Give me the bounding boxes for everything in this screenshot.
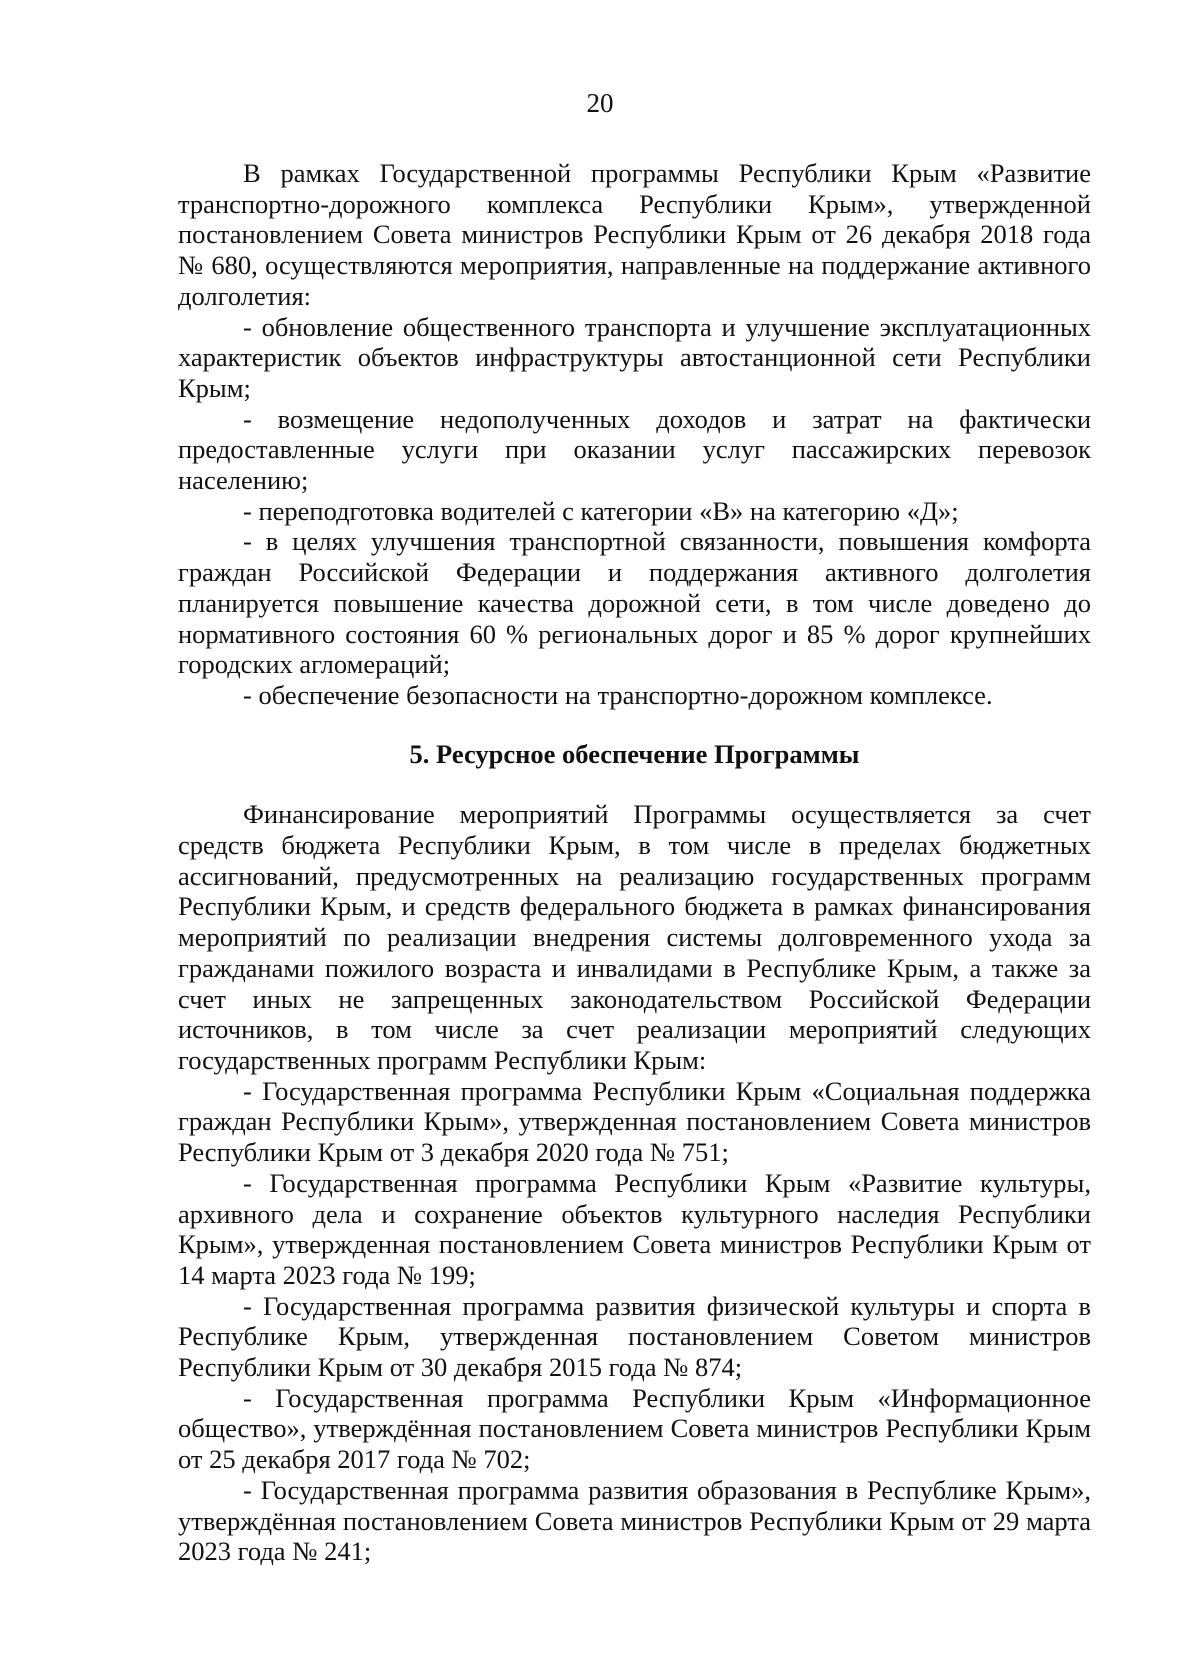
program-item-3: - Государственная программа развития физической культуры и спорта в Республике Крым, утвержденная постановлением Советом министров Республики Крым от 30 декабря 2015 года № 874; [178,1290,1091,1383]
program-item-1: - Государственная программа Республики Крым «Социальная поддержка граждан Республики Крым», утвержденная постановлением Совета министров Республики Крым от 3 декабря 2020 года № 751; [178,1075,1091,1168]
transport-item-3: - переподготовка водителей с категории «В» на категорию «Д»; [243,495,959,526]
document-body [178,158,1091,1567]
page-number: 20 [586,88,614,118]
financing-paragraph: Финансирование мероприятий Программы осуществляется за счет средств бюджета Республики Крым, в том числе в пределах бюджетных ассигнований, предусмотренных на реализацию государственных программ Республики Крым, и средств федерального бюджета в рамках финансирования мероприятий по реализации внедрения системы долговременного ухода за гражданами пожилого возраста и инвалидами в Республике Крым, а также за счет иных не запрещенных законодательством Российской Федерации источников, в том числе за счет реализации мероприятий следующих государственных программ Республики Крым: [178,799,1091,1075]
section-title: 5. Ресурсное обеспечение Программы [409,738,860,769]
transport-item-2: - возмещение недополученных доходов и затрат на фактически предоставленные услуги при оказании услуг пассажирских перевозок населению; [178,403,1091,496]
program-item-5: - Государственная программа развития образования в Республике Крым», утверждённая постановлением Совета министров Республики Крым от 29 марта 2023 года № 241; [178,1474,1091,1567]
program-item-2: - Государственная программа Республики Крым «Развитие культуры, архивного дела и сохранение объектов культурного наследия Республики Крым», утвержденная постановлением Совета министров Республики Крым от 14 марта 2023 года № 199; [178,1167,1091,1290]
intro-paragraph: В рамках Государственной программы Республики Крым «Развитие транспортно-дорожного комплекса Республики Крым», утвержденной постановлением Совета министров Республики Крым от 26 декабря 2018 года № 680, осуществляются мероприятия, направленные на поддержание активного долголетия: [178,158,1091,311]
program-item-4: - Государственная программа Республики Крым «Информационное общество», утверждённая постановлением Совета министров Республики Крым от 25 декабря 2017 года № 702; [178,1382,1091,1475]
transport-item-4: - в целях улучшения транспортной связанности, повышения комфорта граждан Российской Федерации и поддержания активного долголетия планируется повышение качества дорожной сети, в том числе доведено до нормативного состояния 60 % региональных дорог и 85 % дорог крупнейших городских агломераций; [178,526,1091,680]
transport-item-1: - обновление общественного транспорта и улучшение эксплуатационных характеристик объектов инфраструктуры автостанционной сети Республики Крым; [178,311,1091,403]
transport-item-5: - обеспечение безопасности на транспортно-дорожном комплексе. [243,679,993,710]
